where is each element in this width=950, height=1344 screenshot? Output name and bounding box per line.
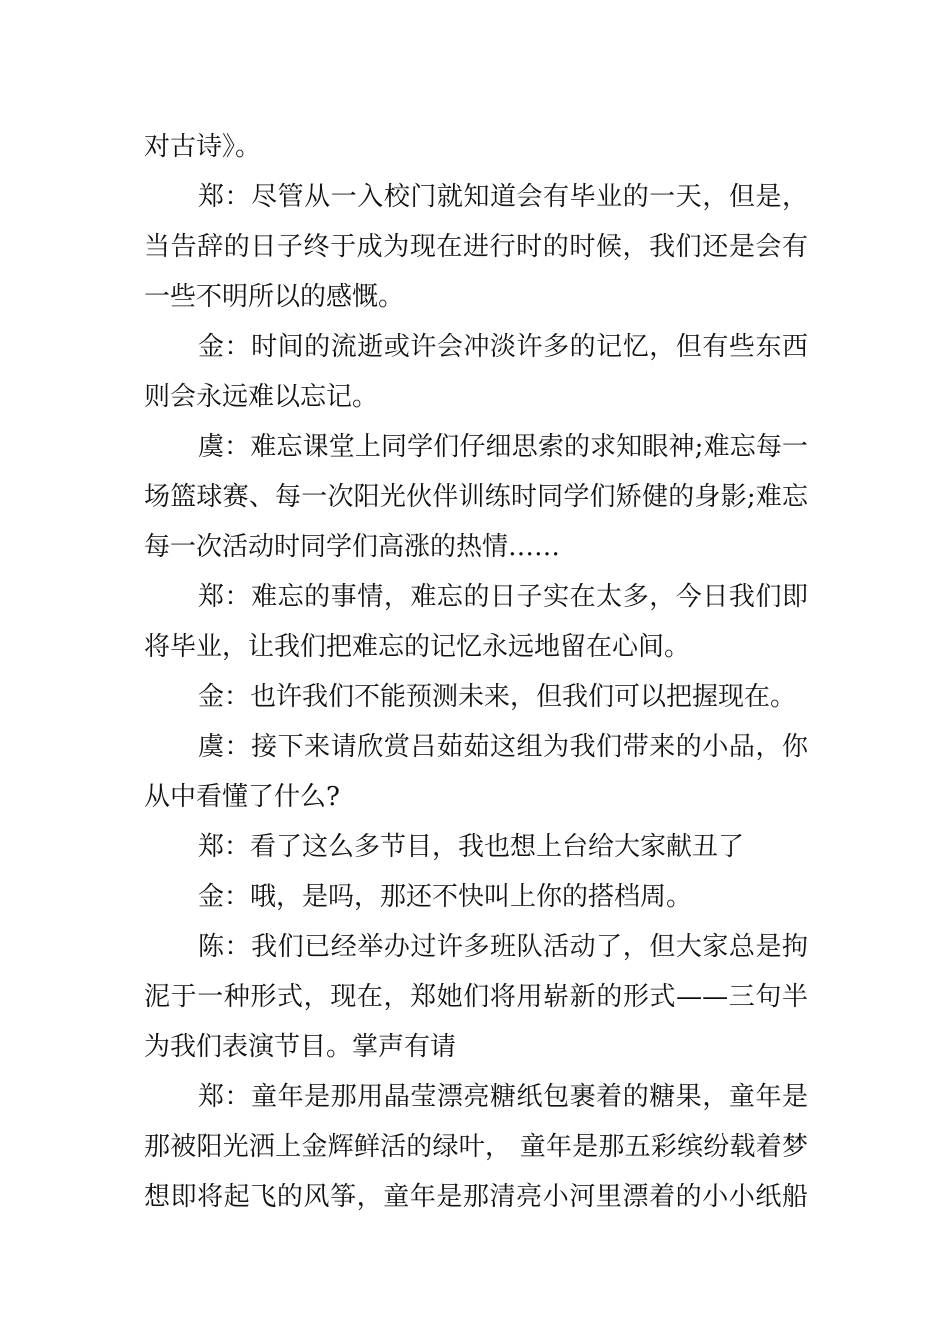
text-line: 陈：我们已经举办过许多班队活动了，但大家总是拘 <box>198 932 808 962</box>
text-line: 郑：难忘的事情，难忘的日子实在太多，今日我们即 <box>198 582 808 612</box>
body-text <box>144 122 808 1222</box>
text-line: 当告辞的日子终于成为现在进行时的时候，我们还是会有 <box>144 232 808 262</box>
text-line: 想即将起飞的风筝，童年是那清亮小河里漂着的小小纸船 <box>144 1182 808 1212</box>
text-line: 金：时间的流逝或许会冲淡许多的记忆，但有些东西 <box>198 332 808 362</box>
text-line: 每一次活动时同学们高涨的热情…… <box>144 532 561 562</box>
text-line: 为我们表演节目。掌声有请 <box>144 1032 457 1062</box>
text-line: 场篮球赛、每一次阳光伙伴训练时同学们矫健的身影;难忘 <box>144 482 808 512</box>
text-line: 金：哦，是吗，那还不快叫上你的搭档周。 <box>198 882 693 912</box>
text-line: 对古诗》。 <box>144 132 262 162</box>
text-line: 虞：难忘课堂上同学们仔细思索的求知眼神;难忘每一 <box>198 432 808 462</box>
text-line: 郑：看了这么多节目，我也想上台给大家献丑了 <box>198 832 745 862</box>
text-line: 郑：童年是那用晶莹漂亮糖纸包裹着的糖果，童年是 <box>198 1082 808 1112</box>
text-line: 则会永远难以忘记。 <box>144 382 379 412</box>
text-line: 将毕业，让我们把难忘的记忆永远地留在心间。 <box>144 632 691 662</box>
text-line: 泥于一种形式，现在，郑她们将用崭新的形式——三句半 <box>144 982 808 1012</box>
text-line: 郑：尽管从一入校门就知道会有毕业的一天，但是， <box>198 182 808 212</box>
text-line: 一些不明所以的感慨。 <box>144 282 405 312</box>
text-line: 那被阳光洒上金辉鲜活的绿叶， 童年是那五彩缤纷载着梦 <box>144 1132 808 1162</box>
text-line: 虞：接下来请欣赏吕茹茹这组为我们带来的小品，你 <box>198 732 808 762</box>
text-line: 从中看懂了什么? <box>144 782 340 812</box>
text-line: 金：也许我们不能预测未来，但我们可以把握现在。 <box>198 682 797 712</box>
